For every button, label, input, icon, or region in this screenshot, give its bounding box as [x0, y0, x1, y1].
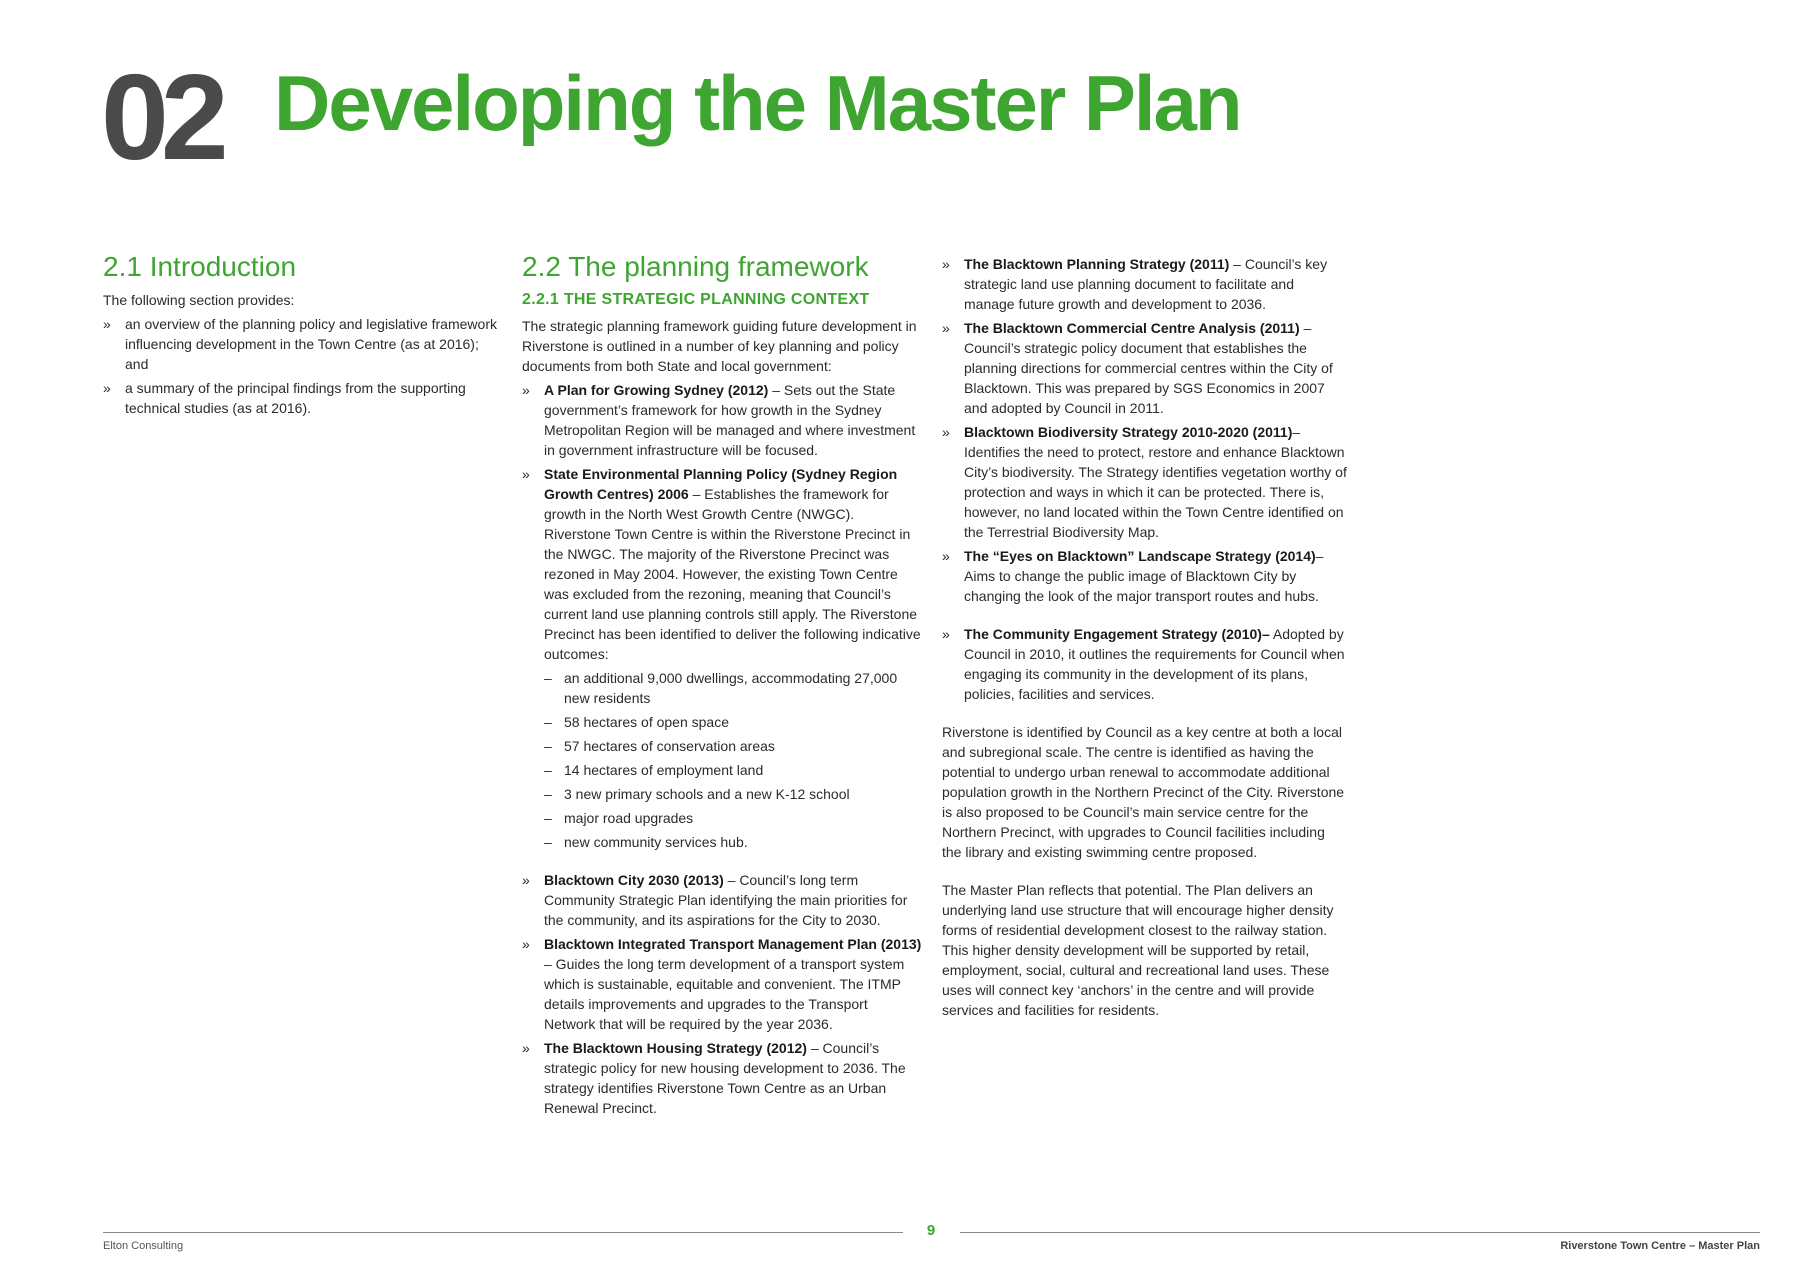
item-text: – Council’s strategic policy for new housing development to 2036. The strategy identifies Riverstone Town Centre as an Urban Renewal Precinct. — [544, 1040, 906, 1116]
outcome-item: – major road upgrades — [544, 808, 922, 828]
riverstone-paragraph: Riverstone is identified by Council as a key centre at both a local and subregional scale. The centre is identified as having the potential to undergo urban renewal to accommodate additional population growth in the Northern Precinct of the City. Riverstone is also proposed to be Council’s main service centre for the Northern Precinct, with upgrades to Council facilities including the library and existing swimming centre proposed. — [942, 724, 1345, 860]
item-title: Blacktown City 2030 (2013) — [544, 872, 724, 888]
footer-publisher: Elton Consulting — [103, 1240, 184, 1252]
framework-lead: The strategic planning framework guiding future development in Riverstone is outlined in a number of key planning and policy documents from both State and local government: — [522, 318, 917, 374]
outcome-item: – 57 hectares of conservation areas — [544, 736, 922, 756]
list-item — [942, 546, 1347, 606]
item-title: The Blacktown Commercial Centre Analysis (2011) — [964, 320, 1300, 336]
item-text: Adopted by Council in 2010, it outlines the requirements for Council when engaging its community in the development of its plans, policies, facilities and services. — [964, 626, 1345, 702]
item-title: The Community Engagement Strategy (2010)– — [964, 626, 1270, 642]
master-plan-paragraph: The Master Plan reflects that potential. The Plan delivers an underlying land use structure that will encourage higher density forms of residential development closest to the railway station. This higher density development will be supported by retail, employment, social, cultural and recreational land uses. These uses will connect key ‘anchors’ in the centre and will provide services and facilities for residents. — [942, 882, 1334, 1018]
item-title: The “Eyes on Blacktown” Landscape Strategy (2014) — [964, 548, 1316, 564]
introduction-lead: The following section provides: — [103, 292, 295, 308]
planning-framework-heading: 2.2 The planning framework — [522, 251, 869, 282]
list-item — [522, 1038, 922, 1118]
list-item — [522, 934, 922, 1034]
list-item — [942, 318, 1347, 418]
item-title: A Plan for Growing Sydney (2012) — [544, 382, 769, 398]
strategy-list — [942, 254, 1347, 606]
strategy-column — [942, 254, 1347, 1024]
item-text: – Council’s long term Community Strategic Plan identifying the main priorities for the community, and its aspirations for the City to 2030. — [544, 872, 908, 928]
introduction-list — [103, 314, 498, 418]
outcome-item: – 14 hectares of employment land — [544, 760, 922, 780]
item-title: The Blacktown Planning Strategy (2011) — [964, 256, 1230, 272]
strategy-list-continued — [942, 624, 1347, 704]
item-title: The Blacktown Housing Strategy (2012) — [544, 1040, 807, 1056]
list-item — [522, 380, 922, 460]
planning-framework-column — [522, 250, 922, 1122]
item-title: State Environmental Planning Policy (Sydney Region Growth Centres) 2006 — [544, 466, 898, 502]
outcome-item: – 3 new primary schools and a new K-12 school — [544, 784, 922, 804]
introduction-column — [103, 250, 498, 422]
item-text: – Council’s key strategic land use planning document to facilitate and manage future growth and development to 2036. — [964, 256, 1328, 312]
outcomes-list — [544, 668, 922, 852]
item-text: – Establishes the framework for growth in the North West Growth Centre (NWGC). Riverstone Town Centre is within the Riverstone Precinct in the NWGC. The majority of the Riverstone Precinct was rezoned in May 2004. However, the existing Town Centre was excluded from the rezoning, meaning that Council’s current land use planning controls still apply. The Riverstone Precinct has been identified to deliver the following indicative outcomes: — [544, 486, 921, 662]
item-text: – Guides the long term development of a transport system which is sustainable, equitable and convenient. The ITMP details improvements and upgrades to the Transport Network that will be required by the year 2036. — [544, 956, 905, 1032]
footer-divider-left — [103, 1232, 903, 1233]
list-item — [522, 464, 922, 852]
framework-list-continued — [522, 870, 922, 1118]
item-text: – Sets out the State government’s framework for how growth in the Sydney Metropolitan Region will be managed and where investment in government infrastructure will be focused. — [544, 382, 916, 458]
outcome-item: – new community services hub. — [544, 832, 922, 852]
list-item — [522, 870, 922, 930]
item-text: – Aims to change the public image of Blacktown City by changing the look of the major transport routes and hubs. — [964, 548, 1324, 604]
framework-list — [522, 380, 922, 852]
list-item — [942, 422, 1347, 542]
item-title: Blacktown Integrated Transport Management Plan (2013) — [544, 936, 922, 952]
chapter-number: 02 — [101, 49, 221, 185]
list-item: » an overview of the planning policy and legislative framework influencing development in the Town Centre (as at 2016); and — [103, 314, 498, 374]
outcome-item: – an additional 9,000 dwellings, accommodating 27,000 new residents — [544, 668, 922, 708]
item-text: – Council’s strategic policy document that establishes the planning directions for commercial centres within the City of Blacktown. This was prepared by SGS Economics in 2007 and adopted by Council in 2011. — [964, 320, 1333, 416]
strategic-context-subheading: 2.2.1 THE STRATEGIC PLANNING CONTEXT — [522, 291, 870, 308]
page-number: 9 — [926, 1222, 936, 1239]
item-text: – Identifies the need to protect, restore and enhance Blacktown City’s biodiversity. The Strategy identifies vegetation worthy of protection and ways in which it can be protected. There is, however, no land located within the Town Centre identified on the Terrestrial Biodiversity Map. — [964, 424, 1347, 540]
chapter-title: Developing the Master Plan — [274, 59, 1241, 147]
item-title: Blacktown Biodiversity Strategy 2010-2020 (2011) — [964, 424, 1293, 440]
list-item — [942, 254, 1347, 314]
outcome-item: – 58 hectares of open space — [544, 712, 922, 732]
list-item: » a summary of the principal findings from the supporting technical studies (as at 2016). — [103, 378, 498, 418]
footer-divider-right — [960, 1232, 1760, 1233]
introduction-heading: 2.1 Introduction — [103, 251, 297, 282]
footer-document-title: Riverstone Town Centre – Master Plan — [1560, 1240, 1760, 1252]
list-item — [942, 624, 1347, 704]
